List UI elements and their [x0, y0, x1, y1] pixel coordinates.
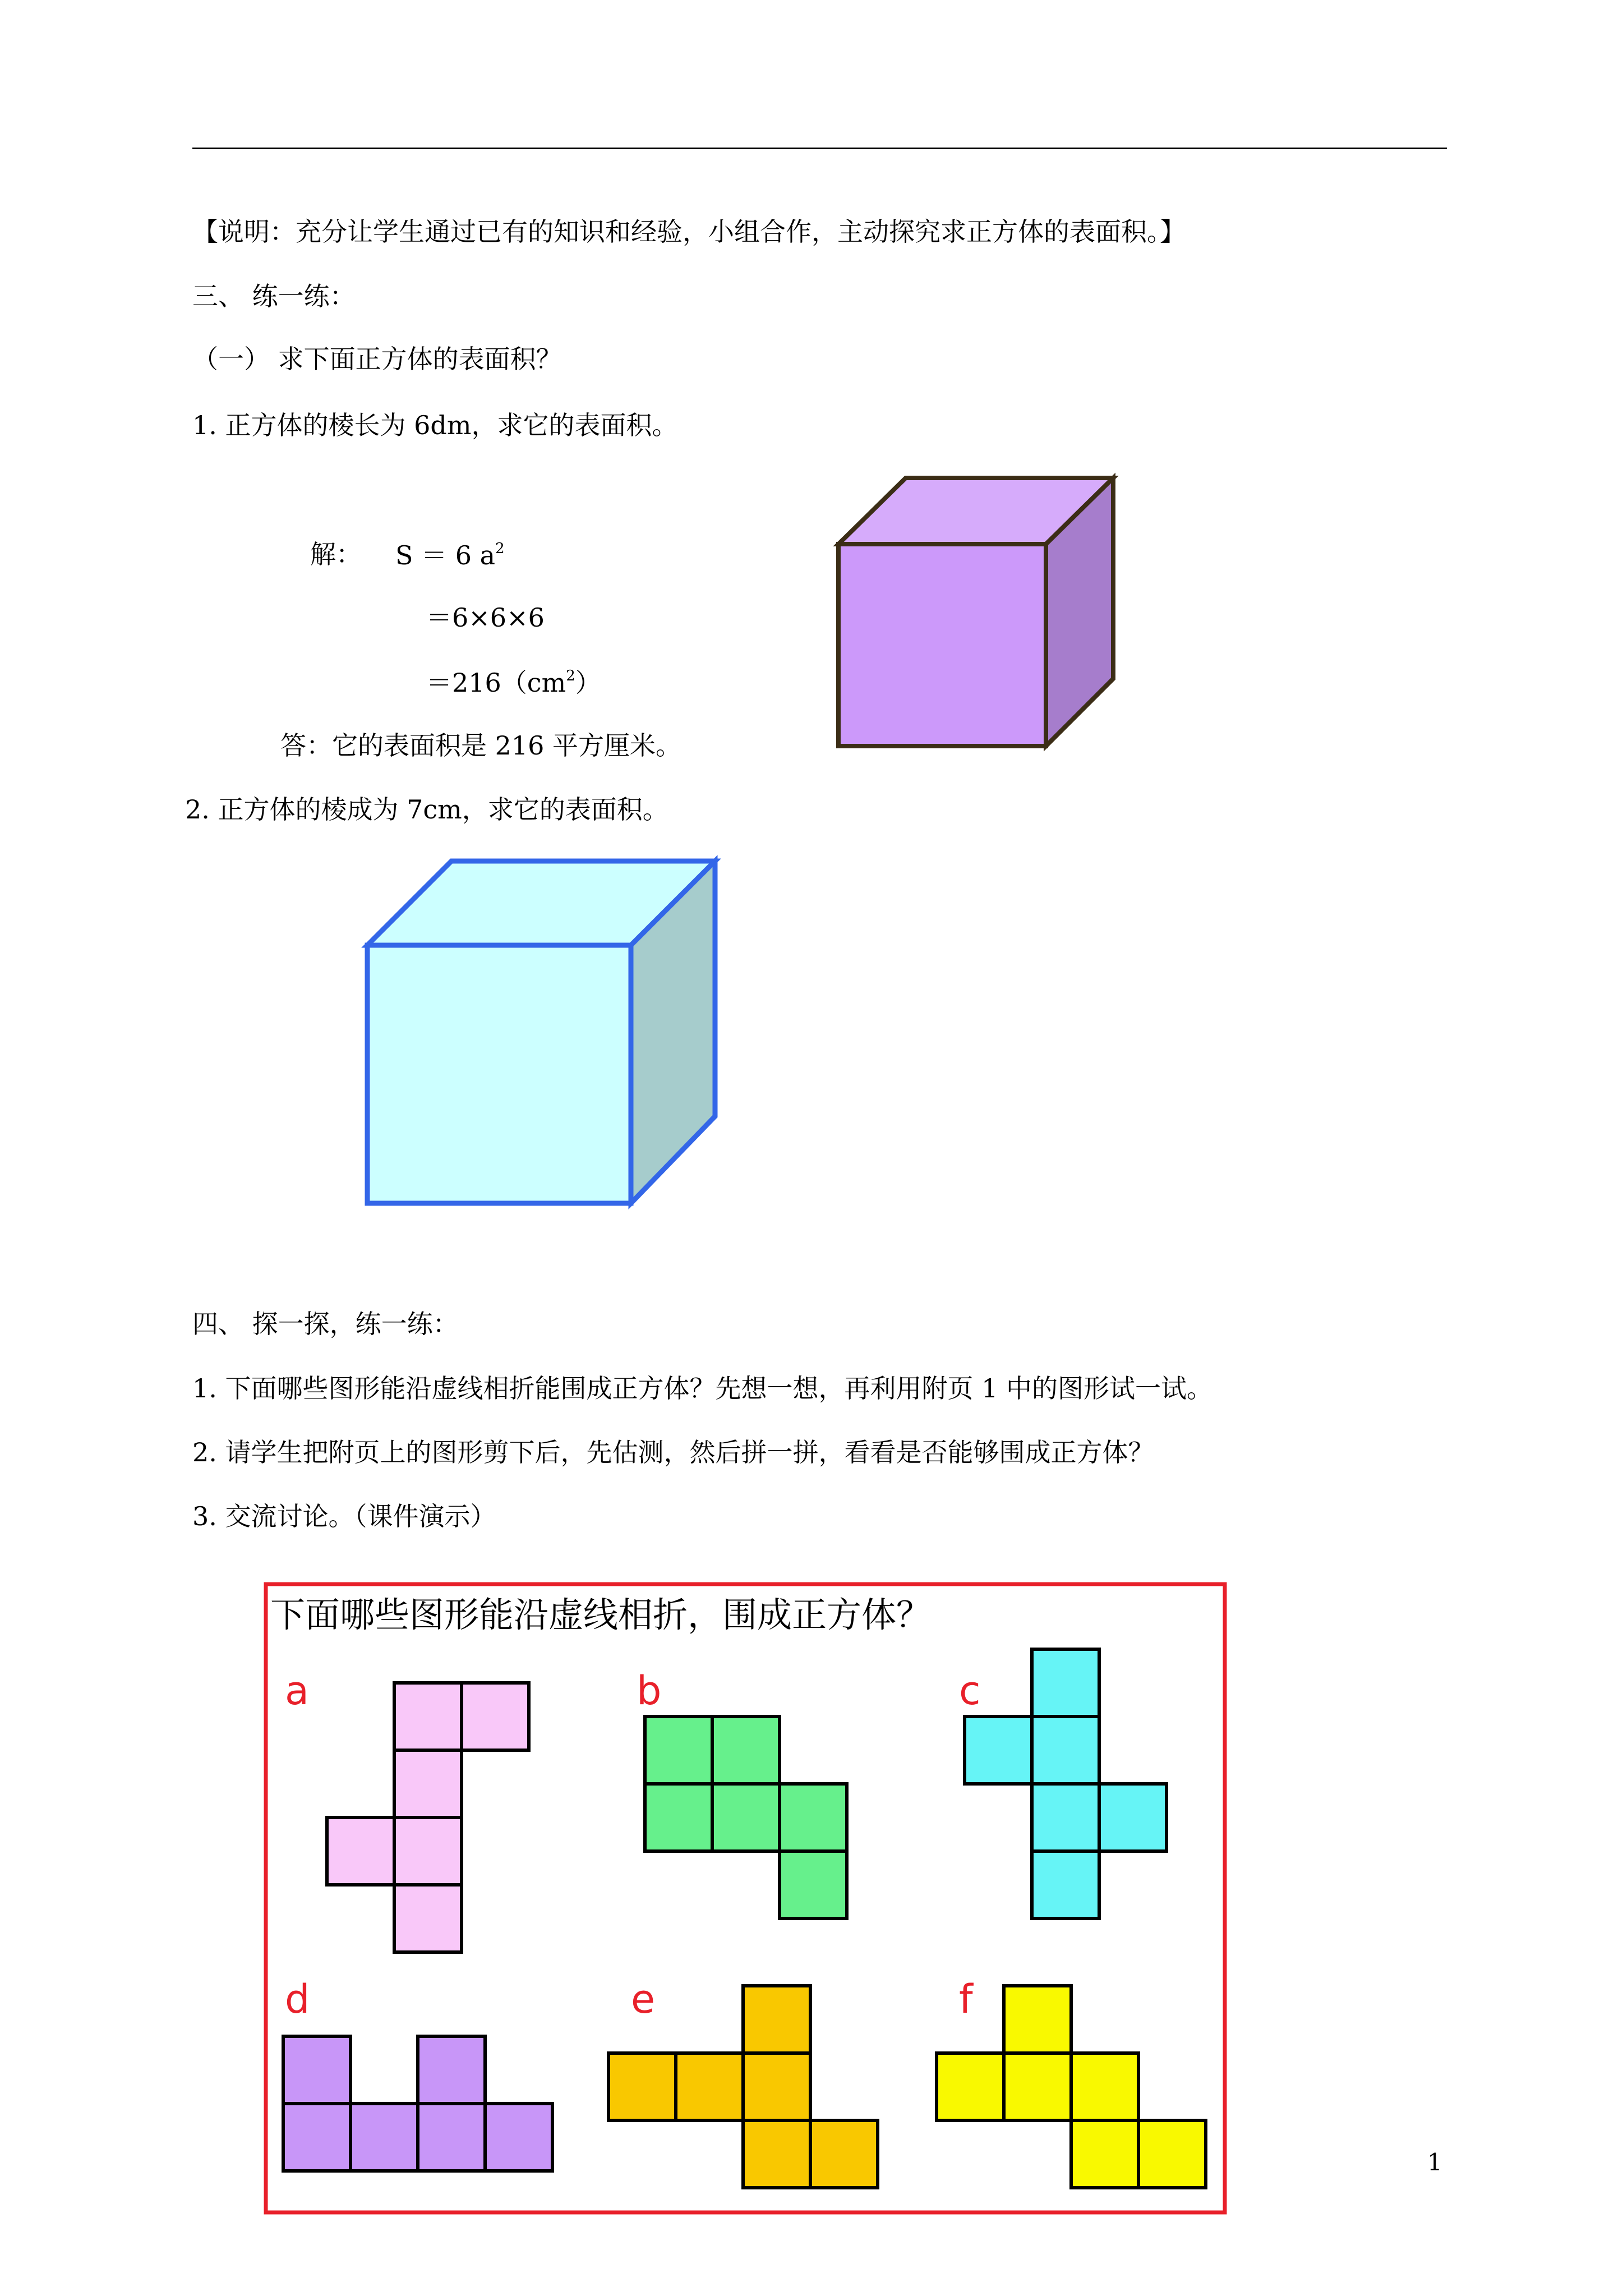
- note-text: 【说明：充分让学生通过已有的知识和经验，小组合作，主动探究求正方体的表面积。】: [192, 217, 1186, 247]
- section3-subheading: （一） 求下面正方体的表面积？: [192, 344, 562, 374]
- header-rule: [192, 148, 1447, 149]
- section3-heading: 三、 练一练：: [192, 281, 356, 311]
- section4-item-1: 1. 下面哪些图形能沿虚线相折能围成正方体？先想一想，再利用附页 1 中的图形试一试。: [192, 1373, 1213, 1404]
- cyan-cube: [362, 855, 721, 1209]
- net-label-c: c: [959, 1668, 981, 1714]
- net-label-d: d: [285, 1976, 310, 2022]
- net-label-b: b: [637, 1668, 662, 1714]
- section4-heading: 四、 探一探，练一练：: [192, 1309, 459, 1339]
- net-label-e: e: [631, 1976, 656, 2022]
- solution-label: 解：: [310, 539, 362, 569]
- section4-item-2: 2. 请学生把附页上的图形剪下后，先估测，然后拼一拼，看看是否能够围成正方体？: [192, 1437, 1154, 1467]
- page-number: 1: [1427, 2148, 1442, 2176]
- net-label-f: f: [959, 1976, 973, 2022]
- solution-line-2: ＝6×6×6: [426, 602, 545, 633]
- figure-title: 下面哪些图形能沿虚线相折，围成正方体？: [270, 1594, 932, 1635]
- purple-cube-front: [838, 544, 1046, 746]
- solution-line-1: S ＝ 6 $a^2$: [395, 540, 505, 570]
- cube-nets-figure: [264, 1582, 1228, 2216]
- section4-item-3: 3. 交流讨论。（课件演示）: [192, 1501, 496, 1531]
- q2-text: 2. 正方体的棱成为 7cm，求它的表面积。: [185, 794, 668, 825]
- answer-text: 答：它的表面积是 216 平方厘米。: [280, 730, 682, 761]
- cyan-cube-front: [367, 945, 631, 1203]
- solution-line-3: $=216(cm^2)$: [426, 668, 601, 698]
- net-label-a: a: [285, 1668, 309, 1714]
- q1-text: 1. 正方体的棱长为 6dm，求它的表面积。: [192, 410, 678, 440]
- purple-cube: [830, 471, 1122, 752]
